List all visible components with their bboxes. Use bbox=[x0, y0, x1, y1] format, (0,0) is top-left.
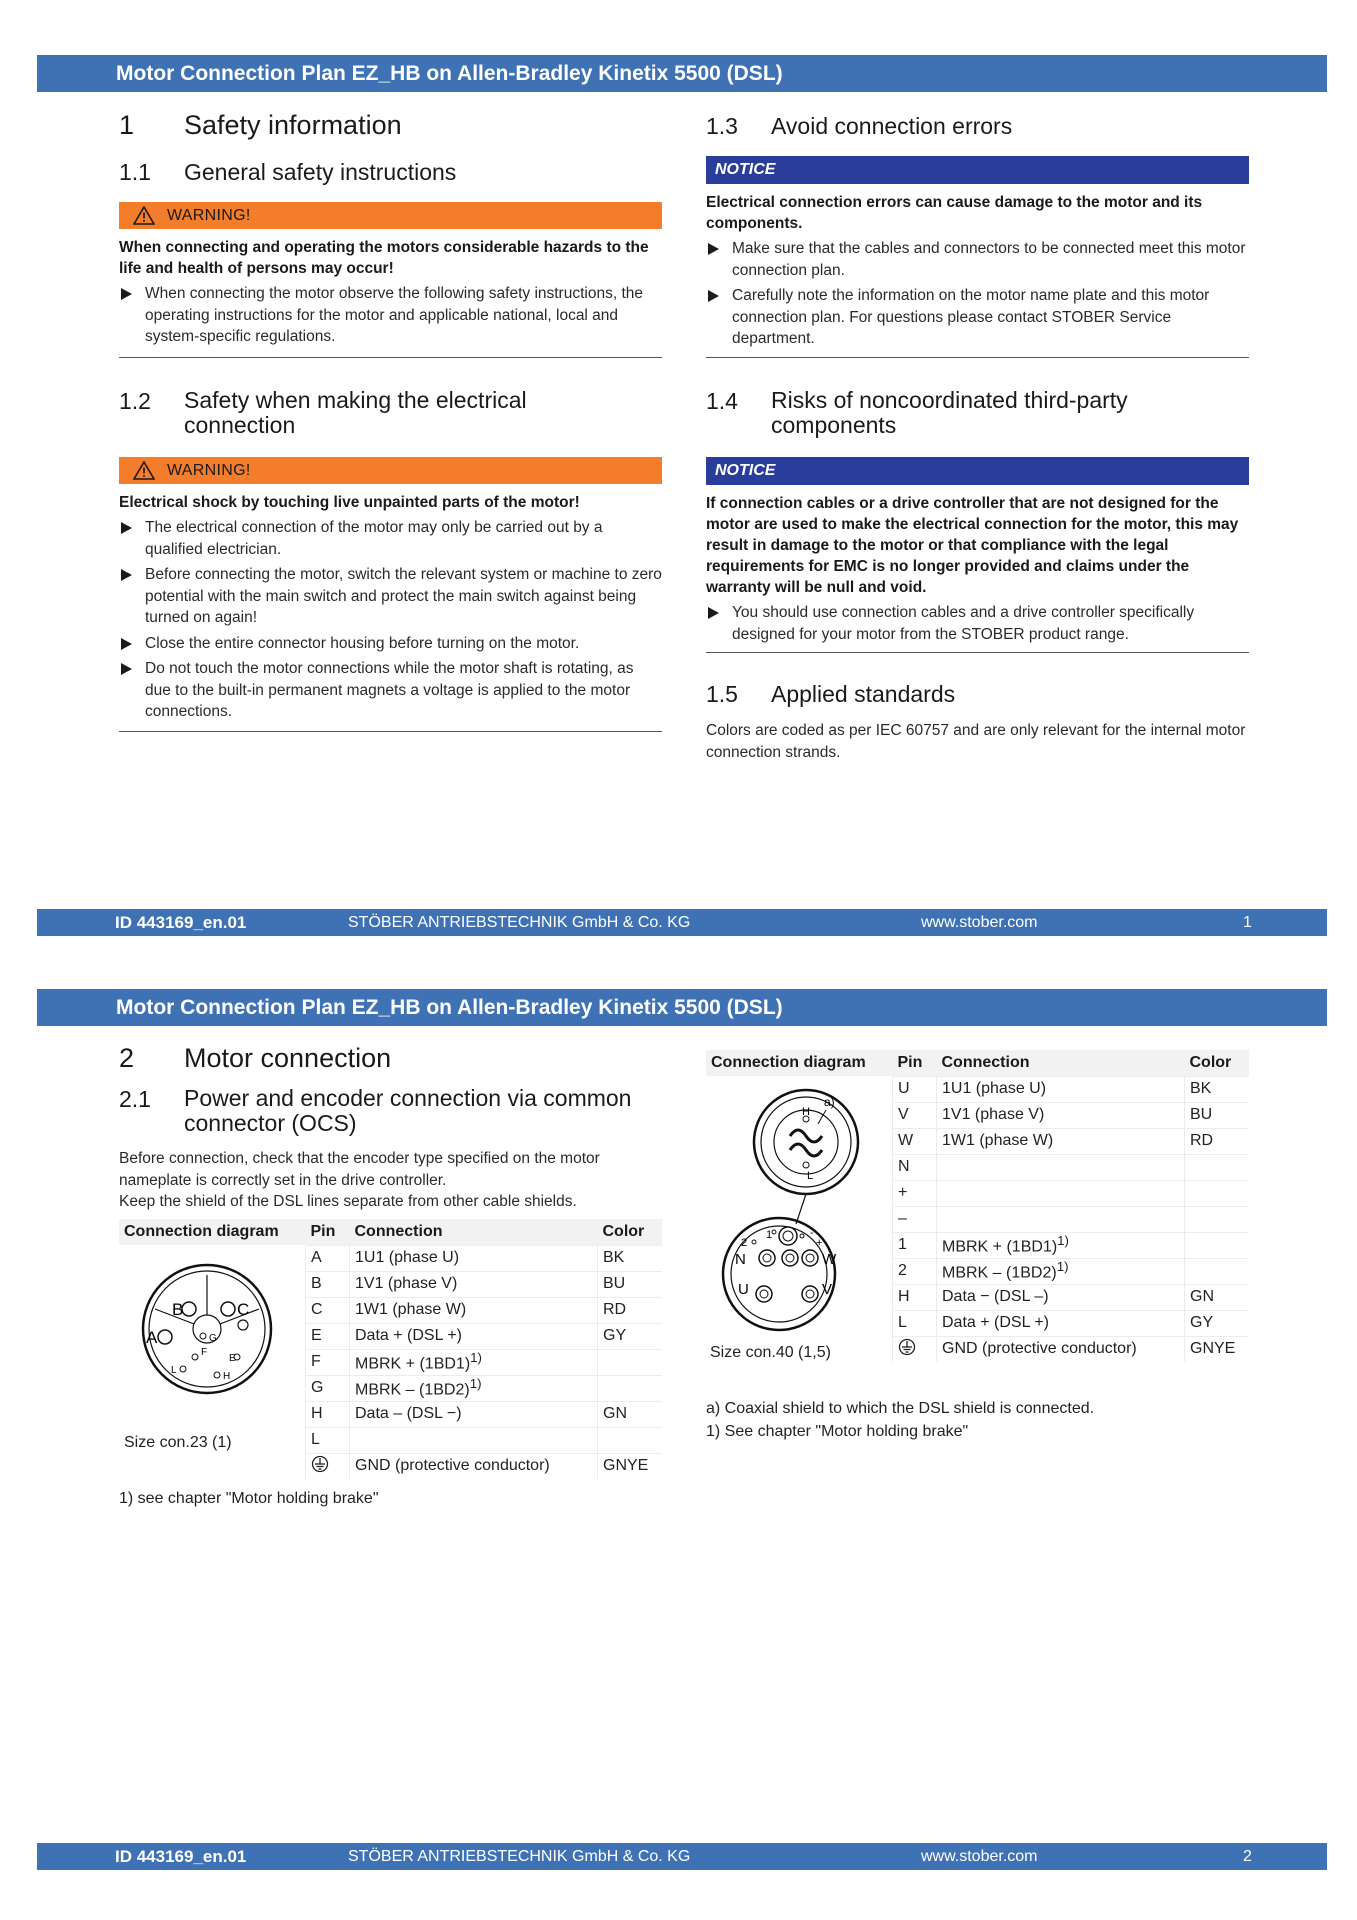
col-header-color: Color bbox=[598, 1219, 663, 1245]
section-1-5-heading bbox=[706, 681, 1249, 708]
list-item: Carefully note the information on the motor name plate and this motor connection plan. For questions please contact STOBER Service department. bbox=[706, 285, 1249, 350]
notice-lead: Electrical connection errors can cause damage to the motor and its components. bbox=[706, 194, 1203, 232]
connection-cell: Data – (DSL −) bbox=[350, 1401, 598, 1427]
pin-label-n: N bbox=[735, 1251, 746, 1268]
connection-cell bbox=[937, 1180, 1185, 1206]
col-header-connection: Connection bbox=[937, 1050, 1185, 1076]
color-cell: GN bbox=[598, 1401, 663, 1427]
standards-text: Colors are coded as per IEC 60757 and are only relevant for the internal motor connection strands. bbox=[706, 722, 1246, 761]
connection-text: MBRK – (1BD2) bbox=[355, 1381, 470, 1399]
pin-label-g: G bbox=[209, 1333, 217, 1344]
pin-cell: L bbox=[893, 1310, 937, 1336]
connection-cell bbox=[937, 1232, 1185, 1258]
section-number: 2 bbox=[119, 1043, 135, 1073]
table-header-row bbox=[706, 1050, 1249, 1076]
color-cell bbox=[598, 1427, 663, 1453]
connection-cell: GND (protective conductor) bbox=[937, 1336, 1185, 1362]
section-2-heading bbox=[119, 1043, 662, 1074]
page1-left-column bbox=[119, 110, 662, 352]
divider bbox=[706, 357, 1249, 358]
pin-cell: 1 bbox=[893, 1232, 937, 1258]
section-1-1-heading bbox=[119, 159, 662, 186]
list-item: Close the entire connector housing before turning on the motor. bbox=[119, 633, 662, 655]
pin-cell: B bbox=[306, 1271, 350, 1297]
connection-cell bbox=[350, 1427, 598, 1453]
warning-label: WARNING! bbox=[167, 462, 251, 479]
section-title-line: connection bbox=[184, 412, 296, 438]
col-header-diagram: Connection diagram bbox=[706, 1050, 893, 1076]
connection-text: MBRK – (1BD2) bbox=[942, 1264, 1057, 1282]
footnote-ref: 1) bbox=[1057, 1233, 1069, 1249]
page-number: 2 bbox=[1243, 1848, 1252, 1865]
section-number: 2.1 bbox=[119, 1086, 151, 1112]
pin-cell: + bbox=[893, 1180, 937, 1206]
color-cell: GNYE bbox=[1185, 1336, 1250, 1362]
pin-cell: W bbox=[893, 1128, 937, 1154]
warning-lead: Electrical shock by touching live unpainted parts of the motor! bbox=[119, 494, 580, 511]
color-cell: RD bbox=[1185, 1128, 1250, 1154]
notice-lead: If connection cables or a drive controller that are not designed for the motor are used to make the electrical connection for the motor, this may result in damage to the motor or that compliance with the legal requirements for EMC is no longer provided and claims under the warranty will be null and void. bbox=[706, 495, 1239, 596]
doc-id: ID 443169_en.01 bbox=[115, 1847, 247, 1866]
company-name: STÖBER ANTRIEBSTECHNIK GmbH & Co. KG bbox=[348, 914, 691, 931]
divider bbox=[706, 652, 1249, 653]
color-cell bbox=[1185, 1206, 1250, 1232]
color-cell bbox=[1185, 1154, 1250, 1180]
list-item: Before connecting the motor, switch the relevant system or machine to zero potential with the main switch and protect the main switch against being turned on again! bbox=[119, 564, 662, 629]
pin-cell: G bbox=[306, 1375, 350, 1401]
website-link[interactable]: www.stober.com bbox=[921, 1848, 1038, 1865]
connector-size-label: Size con.40 (1,5) bbox=[710, 1344, 831, 1361]
connector-con23-diagram bbox=[119, 1245, 305, 1479]
section-1-2 bbox=[119, 388, 662, 727]
divider bbox=[119, 357, 662, 358]
page-number: 1 bbox=[1243, 914, 1252, 931]
pin-label-u: U bbox=[738, 1281, 749, 1298]
pin-cell: 2 bbox=[893, 1258, 937, 1284]
notice-banner: NOTICE bbox=[706, 457, 1249, 485]
warning-triangle-icon bbox=[133, 206, 155, 225]
pin-label-1: 1 bbox=[766, 1229, 773, 1241]
color-cell bbox=[1185, 1232, 1250, 1258]
connection-text: MBRK + (1BD1) bbox=[942, 1238, 1058, 1256]
pin-c-contact bbox=[221, 1302, 235, 1316]
color-cell: BU bbox=[598, 1271, 663, 1297]
section-1-4-heading bbox=[706, 388, 1249, 438]
doc-id: ID 443169_en.01 bbox=[115, 913, 247, 932]
section-title: General safety instructions bbox=[184, 159, 457, 185]
section-number: 1 bbox=[119, 110, 135, 140]
section-1-heading bbox=[119, 110, 662, 141]
pin-label-h: H bbox=[223, 1371, 231, 1382]
pin-cell bbox=[306, 1453, 350, 1479]
warning-banner bbox=[119, 457, 662, 484]
connection-cell: GND (protective conductor) bbox=[350, 1453, 598, 1479]
col-header-color: Color bbox=[1185, 1050, 1250, 1076]
page1-header: Motor Connection Plan EZ_HB on Allen-Bradley Kinetix 5500 (DSL) bbox=[37, 55, 1327, 92]
table2-footnote: 1) See chapter "Motor holding brake" bbox=[706, 1423, 969, 1440]
ground-symbol-icon bbox=[311, 1455, 329, 1473]
section-title bbox=[184, 1086, 631, 1136]
pin-label-f: F bbox=[201, 1347, 208, 1358]
connection-cell: Data + (DSL +) bbox=[937, 1310, 1185, 1336]
coax-shield-note: a) Coaxial shield to which the DSL shield is connected. bbox=[706, 1400, 1095, 1417]
connection-table-con40 bbox=[706, 1050, 1249, 1362]
section-title: Safety information bbox=[184, 110, 402, 140]
warning-label: WARNING! bbox=[167, 207, 251, 224]
connection-cell: 1U1 (phase U) bbox=[350, 1245, 598, 1271]
col-header-diagram: Connection diagram bbox=[119, 1219, 306, 1245]
pin-label-l: L bbox=[171, 1365, 177, 1376]
table-header-row bbox=[119, 1219, 662, 1245]
ground-contact bbox=[238, 1320, 248, 1330]
pin-label-c: C bbox=[237, 1300, 250, 1319]
list-item: Make sure that the cables and connectors to be connected meet this motor connection plan. bbox=[706, 238, 1249, 281]
list-item: When connecting the motor observe the following safety instructions, the operating instructions for the motor and applicable national, local and system-specific regulations. bbox=[119, 283, 662, 348]
pin-label-plus: + bbox=[816, 1237, 823, 1249]
pin-cell: V bbox=[893, 1102, 937, 1128]
diagram-cell bbox=[119, 1245, 306, 1479]
color-cell: GN bbox=[1185, 1284, 1250, 1310]
section-number: 1.4 bbox=[706, 388, 738, 414]
pin-label-a: A bbox=[146, 1328, 158, 1347]
connection-cell: 1W1 (phase W) bbox=[350, 1297, 598, 1323]
section-1-5 bbox=[706, 681, 1249, 763]
col-header-pin: Pin bbox=[893, 1050, 937, 1076]
footnote-ref: 1) bbox=[469, 1376, 482, 1392]
col-header-connection: Connection bbox=[350, 1219, 598, 1245]
pin-cell: N bbox=[893, 1154, 937, 1180]
color-cell bbox=[598, 1375, 663, 1401]
color-cell: GY bbox=[598, 1323, 663, 1349]
ground-symbol-icon bbox=[898, 1338, 916, 1356]
section-title: Applied standards bbox=[771, 681, 956, 707]
connection-cell bbox=[350, 1349, 598, 1375]
section-1-3 bbox=[706, 113, 1249, 354]
instruction-list bbox=[706, 602, 1249, 645]
pin-cell: U bbox=[893, 1076, 937, 1102]
connection-table-con23 bbox=[119, 1219, 662, 1479]
section-title-line: Power and encoder connection via common bbox=[184, 1085, 632, 1111]
connection-cell: Data + (DSL +) bbox=[350, 1323, 598, 1349]
pin-label-b: B bbox=[172, 1300, 184, 1319]
divider bbox=[119, 731, 662, 732]
footnote-ref: 1) bbox=[470, 1350, 482, 1366]
section-title bbox=[771, 388, 1128, 438]
connection-cell: 1V1 (phase V) bbox=[937, 1102, 1185, 1128]
section-2 bbox=[119, 1043, 662, 1213]
section-title-line: Safety when making the electrical bbox=[184, 387, 527, 413]
pin-cell: – bbox=[893, 1206, 937, 1232]
section-title-line: Risks of noncoordinated third-party bbox=[771, 387, 1128, 413]
section-2-1-heading bbox=[119, 1086, 662, 1136]
pin-cell bbox=[893, 1336, 937, 1362]
connection-cell bbox=[937, 1154, 1185, 1180]
color-cell: BK bbox=[598, 1245, 663, 1271]
connector-con40-diagram bbox=[706, 1076, 892, 1362]
pin-cell: H bbox=[306, 1401, 350, 1427]
section-title-line: components bbox=[771, 412, 897, 438]
table1-footnote: 1) see chapter "Motor holding brake" bbox=[119, 1490, 379, 1507]
pin-cell: C bbox=[306, 1297, 350, 1323]
section-number: 1.3 bbox=[706, 113, 738, 139]
color-cell bbox=[1185, 1258, 1250, 1284]
connection-text: MBRK + (1BD1) bbox=[355, 1355, 471, 1373]
pin-a-contact bbox=[158, 1330, 172, 1344]
list-item: You should use connection cables and a drive controller specifically designed for your motor from the STOBER product range. bbox=[706, 602, 1249, 645]
instruction-list bbox=[119, 517, 662, 723]
list-item: The electrical connection of the motor may only be carried out by a qualified electrician. bbox=[119, 517, 662, 560]
page2-header: Motor Connection Plan EZ_HB on Allen-Bradley Kinetix 5500 (DSL) bbox=[37, 989, 1327, 1026]
pin-label-v: V bbox=[822, 1281, 833, 1298]
col-header-pin: Pin bbox=[306, 1219, 350, 1245]
section-title: Motor connection bbox=[184, 1043, 392, 1073]
color-cell: RD bbox=[598, 1297, 663, 1323]
encoder-note: Before connection, check that the encoder type specified on the motor nameplate is correctly set in the drive controller. bbox=[119, 1150, 600, 1189]
website-link[interactable]: www.stober.com bbox=[921, 914, 1038, 931]
notice-banner: NOTICE bbox=[706, 156, 1249, 184]
connection-cell: Data − (DSL –) bbox=[937, 1284, 1185, 1310]
section-number: 1.5 bbox=[706, 681, 738, 707]
connection-cell bbox=[350, 1375, 598, 1401]
connection-cell bbox=[937, 1258, 1185, 1284]
coax-shield-label: a) bbox=[824, 1095, 835, 1109]
page2-footer bbox=[37, 1843, 1327, 1870]
warning-lead: When connecting and operating the motors considerable hazards to the life and health of persons may occur! bbox=[119, 239, 649, 277]
table-row bbox=[119, 1245, 662, 1271]
pin-cell: L bbox=[306, 1427, 350, 1453]
connector-size-label: Size con.23 (1) bbox=[124, 1434, 232, 1451]
page1-footer bbox=[37, 909, 1327, 936]
connection-cell bbox=[937, 1206, 1185, 1232]
pin-cell: F bbox=[306, 1349, 350, 1375]
instruction-list bbox=[706, 238, 1249, 350]
pin-cell: E bbox=[306, 1323, 350, 1349]
company-name: STÖBER ANTRIEBSTECHNIK GmbH & Co. KG bbox=[348, 1848, 691, 1865]
pin-label-l: L bbox=[807, 1170, 814, 1182]
list-item: Do not touch the motor connections while the motor shaft is rotating, as due to the built-in permanent magnets a voltage is applied to the motor connections. bbox=[119, 658, 662, 723]
pin-label-e: E bbox=[229, 1353, 236, 1364]
pin-cell: H bbox=[893, 1284, 937, 1310]
shield-note: Keep the shield of the DSL lines separate from other cable shields. bbox=[119, 1193, 577, 1210]
instruction-list bbox=[119, 283, 662, 348]
color-cell bbox=[1185, 1180, 1250, 1206]
connection-cell: 1U1 (phase U) bbox=[937, 1076, 1185, 1102]
connection-cell: 1W1 (phase W) bbox=[937, 1128, 1185, 1154]
section-1-2-heading bbox=[119, 388, 662, 438]
pin-label-2: 2 bbox=[741, 1237, 748, 1249]
pin-cell: A bbox=[306, 1245, 350, 1271]
pin-label-w: W bbox=[822, 1251, 837, 1268]
color-cell: GY bbox=[1185, 1310, 1250, 1336]
section-number: 1.1 bbox=[119, 159, 151, 185]
pin-label-minus: - bbox=[810, 1227, 814, 1239]
color-cell: BK bbox=[1185, 1076, 1250, 1102]
section-title bbox=[184, 388, 527, 438]
color-cell: GNYE bbox=[598, 1453, 663, 1479]
warning-banner bbox=[119, 202, 662, 229]
section-1-3-heading bbox=[706, 113, 1249, 140]
section-1-4 bbox=[706, 388, 1249, 649]
table-row bbox=[706, 1076, 1249, 1102]
pin-label-h: H bbox=[802, 1106, 810, 1118]
footnote-ref: 1) bbox=[1056, 1259, 1069, 1275]
pin-b-contact bbox=[182, 1302, 196, 1316]
color-cell: BU bbox=[1185, 1102, 1250, 1128]
color-cell bbox=[598, 1349, 663, 1375]
warning-triangle-icon bbox=[133, 461, 155, 480]
section-title: Avoid connection errors bbox=[771, 113, 1013, 139]
diagram-cell bbox=[706, 1076, 893, 1362]
connection-cell: 1V1 (phase V) bbox=[350, 1271, 598, 1297]
section-title-line: connector (OCS) bbox=[184, 1110, 357, 1136]
section-number: 1.2 bbox=[119, 388, 151, 414]
